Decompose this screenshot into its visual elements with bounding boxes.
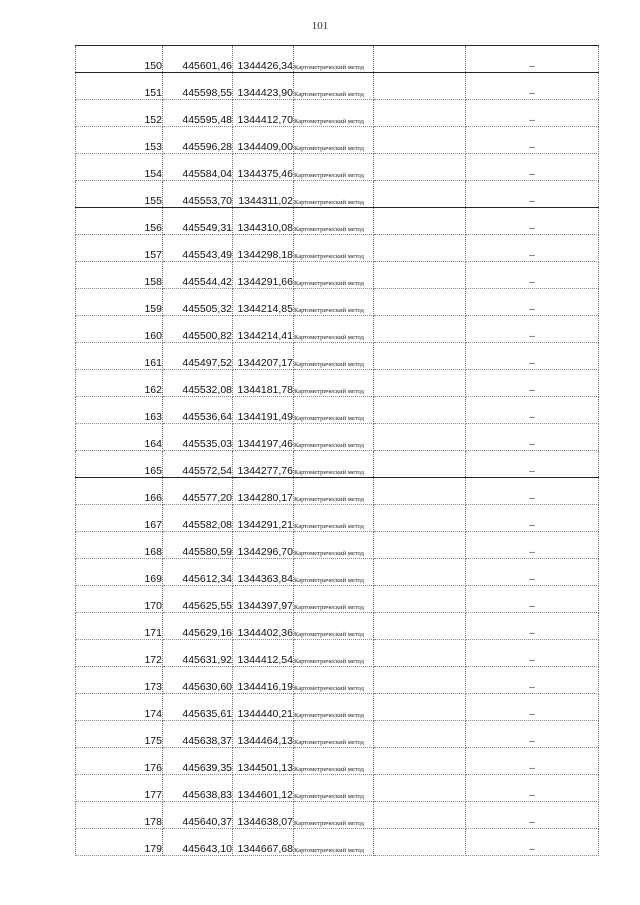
point-number-cell: 173	[76, 667, 163, 694]
method-cell: Картометрический метод	[294, 397, 374, 424]
table-row	[76, 586, 599, 613]
empty-cell	[374, 100, 466, 127]
point-number-cell: 162	[76, 370, 163, 397]
error-value-cell: –	[466, 316, 599, 343]
y-coordinate-cell: 1344375,46	[233, 154, 294, 181]
x-coordinate-cell: 445595,48	[163, 100, 233, 127]
empty-cell	[374, 667, 466, 694]
table-row	[76, 397, 599, 424]
y-coordinate-cell: 1344440,21	[233, 694, 294, 721]
y-coordinate-cell: 1344412,54	[233, 640, 294, 667]
method-cell: Картометрический метод	[294, 316, 374, 343]
y-coordinate-cell: 1344214,85	[233, 289, 294, 316]
point-number-cell: 163	[76, 397, 163, 424]
empty-cell	[374, 829, 466, 856]
point-number-cell: 172	[76, 640, 163, 667]
table-row	[76, 613, 599, 640]
table-row	[76, 802, 599, 829]
method-cell: Картометрический метод	[294, 775, 374, 802]
x-coordinate-cell: 445500,82	[163, 316, 233, 343]
x-coordinate-cell: 445598,55	[163, 73, 233, 100]
empty-cell	[374, 262, 466, 289]
point-number-cell: 158	[76, 262, 163, 289]
x-coordinate-cell: 445639,35	[163, 748, 233, 775]
x-coordinate-cell: 445612,34	[163, 559, 233, 586]
point-number-cell: 167	[76, 505, 163, 532]
table-row	[76, 100, 599, 127]
point-number-cell: 178	[76, 802, 163, 829]
x-coordinate-cell: 445532,08	[163, 370, 233, 397]
table-row	[76, 181, 599, 208]
table-row	[76, 559, 599, 586]
empty-cell	[374, 559, 466, 586]
y-coordinate-cell: 1344191,49	[233, 397, 294, 424]
method-cell: Картометрический метод	[294, 829, 374, 856]
x-coordinate-cell: 445505,32	[163, 289, 233, 316]
point-number-cell: 165	[76, 451, 163, 478]
point-number-cell: 171	[76, 613, 163, 640]
y-coordinate-cell: 1344296,70	[233, 532, 294, 559]
table-row	[76, 127, 599, 154]
table-row	[76, 829, 599, 856]
error-value-cell: –	[466, 775, 599, 802]
y-coordinate-cell: 1344402,36	[233, 613, 294, 640]
y-coordinate-cell: 1344363,84	[233, 559, 294, 586]
empty-cell	[374, 694, 466, 721]
y-coordinate-cell: 1344310,08	[233, 208, 294, 235]
point-number-cell: 160	[76, 316, 163, 343]
error-value-cell: –	[466, 289, 599, 316]
x-coordinate-cell: 445584,04	[163, 154, 233, 181]
x-coordinate-cell: 445497,52	[163, 343, 233, 370]
point-number-cell: 156	[76, 208, 163, 235]
x-coordinate-cell: 445596,28	[163, 127, 233, 154]
y-coordinate-cell: 1344311,02	[233, 181, 294, 208]
y-coordinate-cell: 1344426,34	[233, 46, 294, 73]
x-coordinate-cell: 445572,54	[163, 451, 233, 478]
y-coordinate-cell: 1344291,21	[233, 505, 294, 532]
empty-cell	[374, 640, 466, 667]
y-coordinate-cell: 1344280,17	[233, 478, 294, 505]
point-number-cell: 153	[76, 127, 163, 154]
point-number-cell: 166	[76, 478, 163, 505]
empty-cell	[374, 748, 466, 775]
method-cell: Картометрический метод	[294, 46, 374, 73]
y-coordinate-cell: 1344638,07	[233, 802, 294, 829]
table-row	[76, 343, 599, 370]
empty-cell	[374, 424, 466, 451]
y-coordinate-cell: 1344197,46	[233, 424, 294, 451]
x-coordinate-cell: 445535,03	[163, 424, 233, 451]
method-cell: Картометрический метод	[294, 343, 374, 370]
x-coordinate-cell: 445631,92	[163, 640, 233, 667]
x-coordinate-cell: 445630,60	[163, 667, 233, 694]
error-value-cell: –	[466, 505, 599, 532]
empty-cell	[374, 235, 466, 262]
empty-cell	[374, 397, 466, 424]
error-value-cell: –	[466, 721, 599, 748]
y-coordinate-cell: 1344291,66	[233, 262, 294, 289]
empty-cell	[374, 181, 466, 208]
point-number-cell: 176	[76, 748, 163, 775]
error-value-cell: –	[466, 640, 599, 667]
point-number-cell: 157	[76, 235, 163, 262]
y-coordinate-cell: 1344412,70	[233, 100, 294, 127]
point-number-cell: 174	[76, 694, 163, 721]
method-cell: Картометрический метод	[294, 181, 374, 208]
empty-cell	[374, 370, 466, 397]
point-number-cell: 169	[76, 559, 163, 586]
method-cell: Картометрический метод	[294, 208, 374, 235]
empty-cell	[374, 46, 466, 73]
method-cell: Картометрический метод	[294, 127, 374, 154]
error-value-cell: –	[466, 451, 599, 478]
method-cell: Картометрический метод	[294, 289, 374, 316]
error-value-cell: –	[466, 235, 599, 262]
table-row	[76, 478, 599, 505]
x-coordinate-cell: 445640,37	[163, 802, 233, 829]
error-value-cell: –	[466, 100, 599, 127]
empty-cell	[374, 478, 466, 505]
y-coordinate-cell: 1344423,90	[233, 73, 294, 100]
empty-cell	[374, 451, 466, 478]
table-row	[76, 154, 599, 181]
point-number-cell: 175	[76, 721, 163, 748]
error-value-cell: –	[466, 397, 599, 424]
x-coordinate-cell: 445601,46	[163, 46, 233, 73]
x-coordinate-cell: 445638,83	[163, 775, 233, 802]
table-row	[76, 424, 599, 451]
error-value-cell: –	[466, 73, 599, 100]
y-coordinate-cell: 1344397,97	[233, 586, 294, 613]
method-cell: Картометрический метод	[294, 505, 374, 532]
method-cell: Картометрический метод	[294, 478, 374, 505]
x-coordinate-cell: 445629,16	[163, 613, 233, 640]
method-cell: Картометрический метод	[294, 100, 374, 127]
x-coordinate-cell: 445635,61	[163, 694, 233, 721]
point-number-cell: 154	[76, 154, 163, 181]
empty-cell	[374, 505, 466, 532]
table-row	[76, 73, 599, 100]
point-number-cell: 177	[76, 775, 163, 802]
y-coordinate-cell: 1344601,12	[233, 775, 294, 802]
method-cell: Картометрический метод	[294, 370, 374, 397]
empty-cell	[374, 532, 466, 559]
method-cell: Картометрический метод	[294, 154, 374, 181]
error-value-cell: –	[466, 532, 599, 559]
y-coordinate-cell: 1344409,00	[233, 127, 294, 154]
error-value-cell: –	[466, 748, 599, 775]
y-coordinate-cell: 1344464,13	[233, 721, 294, 748]
method-cell: Картометрический метод	[294, 802, 374, 829]
table-row	[76, 748, 599, 775]
error-value-cell: –	[466, 262, 599, 289]
method-cell: Картометрический метод	[294, 424, 374, 451]
empty-cell	[374, 154, 466, 181]
x-coordinate-cell: 445638,37	[163, 721, 233, 748]
error-value-cell: –	[466, 127, 599, 154]
x-coordinate-cell: 445577,20	[163, 478, 233, 505]
table-row	[76, 370, 599, 397]
x-coordinate-cell: 445625,55	[163, 586, 233, 613]
x-coordinate-cell: 445643,10	[163, 829, 233, 856]
error-value-cell: –	[466, 667, 599, 694]
table-row	[76, 721, 599, 748]
empty-cell	[374, 586, 466, 613]
method-cell: Картометрический метод	[294, 73, 374, 100]
method-cell: Картометрический метод	[294, 235, 374, 262]
y-coordinate-cell: 1344298,18	[233, 235, 294, 262]
table-row	[76, 451, 599, 478]
error-value-cell: –	[466, 694, 599, 721]
x-coordinate-cell: 445536,64	[163, 397, 233, 424]
error-value-cell: –	[466, 154, 599, 181]
table-row	[76, 667, 599, 694]
empty-cell	[374, 316, 466, 343]
point-number-cell: 155	[76, 181, 163, 208]
error-value-cell: –	[466, 478, 599, 505]
empty-cell	[374, 343, 466, 370]
table-row	[76, 235, 599, 262]
error-value-cell: –	[466, 559, 599, 586]
point-number-cell: 159	[76, 289, 163, 316]
x-coordinate-cell: 445582,08	[163, 505, 233, 532]
error-value-cell: –	[466, 343, 599, 370]
y-coordinate-cell: 1344501,13	[233, 748, 294, 775]
method-cell: Картометрический метод	[294, 667, 374, 694]
error-value-cell: –	[466, 613, 599, 640]
table-row	[76, 775, 599, 802]
method-cell: Картометрический метод	[294, 748, 374, 775]
error-value-cell: –	[466, 829, 599, 856]
method-cell: Картометрический метод	[294, 694, 374, 721]
empty-cell	[374, 775, 466, 802]
x-coordinate-cell: 445549,31	[163, 208, 233, 235]
table-row	[76, 316, 599, 343]
method-cell: Картометрический метод	[294, 586, 374, 613]
method-cell: Картометрический метод	[294, 640, 374, 667]
table-row	[76, 289, 599, 316]
error-value-cell: –	[466, 181, 599, 208]
empty-cell	[374, 289, 466, 316]
page-number: 101	[311, 20, 329, 32]
table-row	[76, 694, 599, 721]
method-cell: Картометрический метод	[294, 721, 374, 748]
x-coordinate-cell: 445543,49	[163, 235, 233, 262]
error-value-cell: –	[466, 208, 599, 235]
empty-cell	[374, 802, 466, 829]
method-cell: Картометрический метод	[294, 532, 374, 559]
method-cell: Картометрический метод	[294, 451, 374, 478]
point-number-cell: 179	[76, 829, 163, 856]
x-coordinate-cell: 445580,59	[163, 532, 233, 559]
point-number-cell: 152	[76, 100, 163, 127]
point-number-cell: 168	[76, 532, 163, 559]
empty-cell	[374, 208, 466, 235]
table-row	[76, 46, 599, 73]
table-row	[76, 262, 599, 289]
error-value-cell: –	[466, 370, 599, 397]
point-number-cell: 150	[76, 46, 163, 73]
y-coordinate-cell: 1344207,17	[233, 343, 294, 370]
method-cell: Картометрический метод	[294, 613, 374, 640]
table-row	[76, 505, 599, 532]
error-value-cell: –	[466, 586, 599, 613]
error-value-cell: –	[466, 424, 599, 451]
point-number-cell: 161	[76, 343, 163, 370]
x-coordinate-cell: 445544,42	[163, 262, 233, 289]
y-coordinate-cell: 1344277,76	[233, 451, 294, 478]
error-value-cell: –	[466, 802, 599, 829]
empty-cell	[374, 721, 466, 748]
x-coordinate-cell: 445553,70	[163, 181, 233, 208]
empty-cell	[374, 613, 466, 640]
y-coordinate-cell: 1344416,19	[233, 667, 294, 694]
method-cell: Картометрический метод	[294, 559, 374, 586]
point-number-cell: 151	[76, 73, 163, 100]
y-coordinate-cell: 1344667,68	[233, 829, 294, 856]
y-coordinate-cell: 1344181,78	[233, 370, 294, 397]
table-row	[76, 532, 599, 559]
y-coordinate-cell: 1344214,41	[233, 316, 294, 343]
error-value-cell: –	[466, 46, 599, 73]
table-row	[76, 640, 599, 667]
empty-cell	[374, 127, 466, 154]
table-row	[76, 208, 599, 235]
point-number-cell: 164	[76, 424, 163, 451]
empty-cell	[374, 73, 466, 100]
method-cell: Картометрический метод	[294, 262, 374, 289]
point-number-cell: 170	[76, 586, 163, 613]
coordinates-table	[75, 45, 599, 856]
